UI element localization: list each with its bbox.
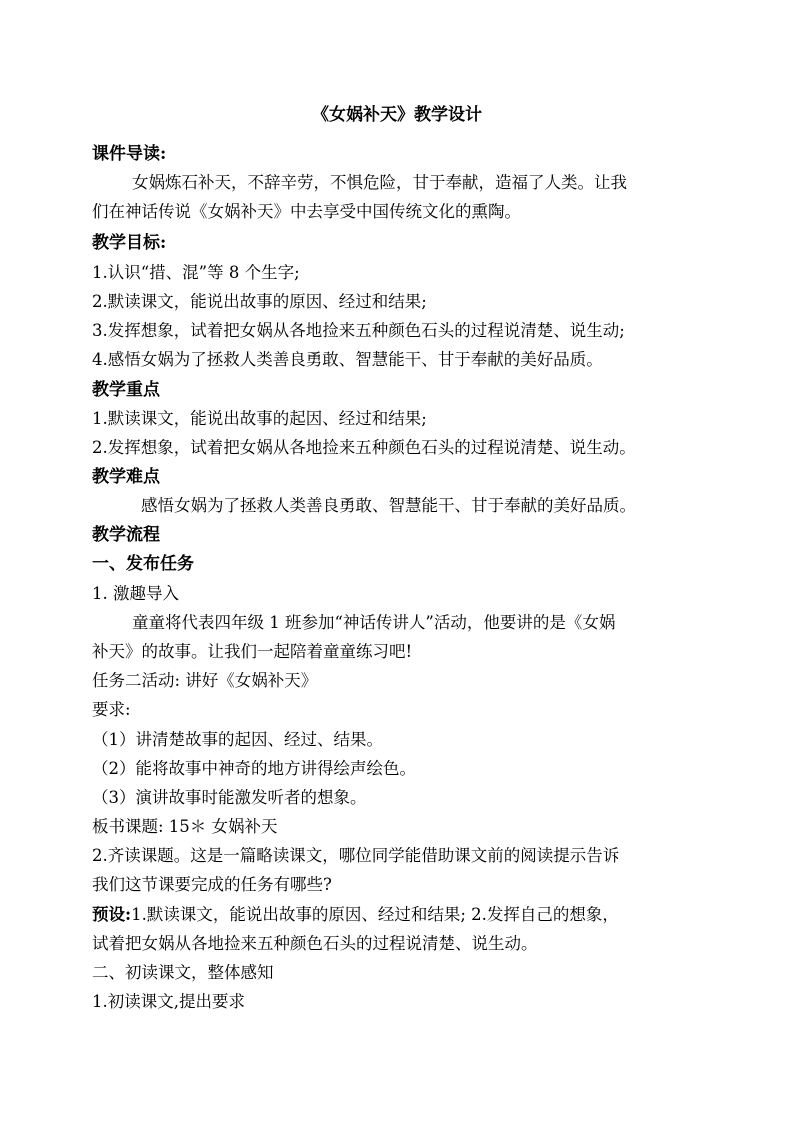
goal-item: 1.认识“措、混”等 8 个生字;: [92, 263, 300, 282]
focus-item: 2.发挥想象，试着把女娲从各地捡来五种颜色石头的过程说清楚、说生动。: [92, 438, 636, 457]
step-1-label: 1. 激趣导入: [92, 584, 179, 603]
goals-heading: 教学目标:: [92, 233, 167, 253]
goal-item: 4.感悟女娲为了拯救人类善良勇敢、智慧能干、甘于奉献的美好品质。: [92, 350, 603, 369]
goal-item: 2.默读课文，能说出故事的原因、经过和结果;: [92, 292, 427, 311]
intro-paragraph-line-2: 补天》的故事。让我们一起陪着童童练习吧!: [92, 642, 413, 661]
requirement-item: （3）演讲故事时能激发听者的想象。: [92, 788, 367, 807]
task-line: 任务二活动: 讲好《女娲补天》: [92, 671, 318, 690]
guide-paragraph-line-1: 女娲炼石补天，不辞辛劳，不惧危险，甘于奉献，造福了人类。让我: [132, 173, 627, 192]
guide-paragraph-line-2: 们在神话传说《女娲补天》中去享受中国传统文化的熏陶。: [92, 202, 521, 221]
difficulty-heading: 教学难点: [92, 467, 160, 487]
goal-item: 3.发挥想象，试着把女娲从各地捡来五种颜色石头的过程说清楚、说生动;: [92, 321, 625, 340]
preset-line-2: 试着把女娲从各地捡来五种颜色石头的过程说清楚、说生动。: [92, 934, 538, 953]
step-2-line-2: 我们这节课要完成的任务有哪些?: [92, 875, 332, 894]
requirement-item: （2）能将故事中神奇的地方讲得绘声绘色。: [92, 759, 416, 778]
intro-paragraph-line-1: 童童将代表四年级 1 班参加“神话传讲人”活动，他要讲的是《女娲: [132, 613, 616, 632]
preset-label: 预设:: [92, 905, 132, 924]
flow-heading: 教学流程: [92, 525, 160, 545]
preset-line-1: [92, 904, 704, 926]
requirements-label: 要求:: [92, 700, 131, 719]
requirement-item: （1）讲清楚故事的起因、经过、结果。: [92, 730, 383, 749]
section-1-heading: 一、发布任务: [92, 554, 194, 574]
section-2-heading: 二、初读课文，整体感知: [92, 963, 274, 982]
focus-item: 1.默读课文，能说出故事的起因、经过和结果;: [92, 409, 427, 428]
board-title-line: 板书课题: 15＊ 女娲补天: [92, 817, 278, 836]
difficulty-text: 感悟女娲为了拯救人类善良勇敢、智慧能干、甘于奉献的美好品质。: [141, 496, 636, 515]
section-2-step-1: 1.初读课文,提出要求: [92, 992, 245, 1011]
preset-text: 1.默读课文，能说出故事的原因、经过和结果; 2.发挥自己的想象，: [131, 905, 619, 924]
document-title: 《女娲补天》教学设计: [312, 105, 482, 125]
focus-heading: 教学重点: [92, 380, 160, 400]
step-2-line-1: 2.齐读课题。这是一篇略读课文，哪位同学能借助课文前的阅读提示告诉: [92, 846, 620, 865]
guide-heading: 课件导读:: [92, 144, 167, 164]
